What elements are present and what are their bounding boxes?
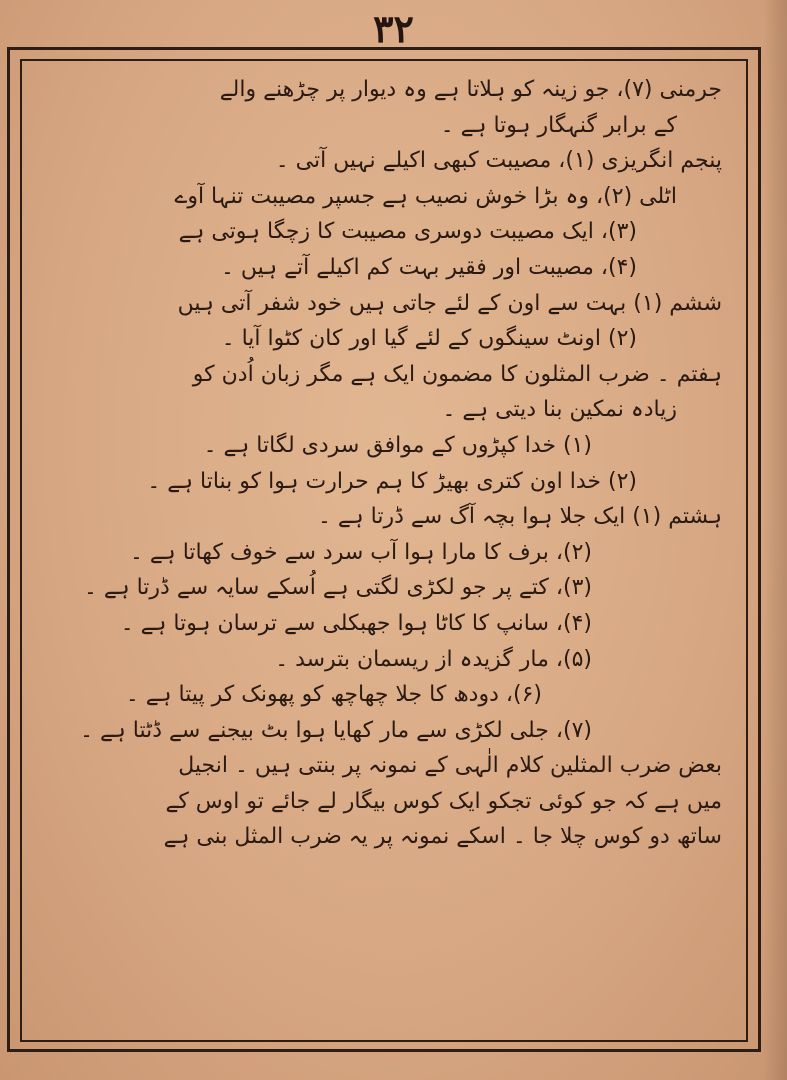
text-line: (۳)، ایک مصیبت دوسری مصیبت کا زچگا ہوتی ہے [178,219,637,245]
page-edge-shadow [763,0,787,1080]
text-line: (۴)، سانپ کا کاٹا ہوا جھبکلی سے ترسان ہوتا ہے ۔ [120,610,592,636]
text-line: (۲) خدا اون کتری بھیڑ کا ہم حرارت ہوا کو بناتا ہے ۔ [147,468,637,494]
text-line: (۲) اونٹ سینگوں کے لئے گیا اور کان کٹوا آیا ۔ [221,326,637,352]
text-line: (۳)، کتے پر جو لکڑی لگتی ہے اُسکے سایہ سے ڈرتا ہے ۔ [83,575,592,601]
text-line: (۵)، مار گزیدہ از ریسمان بترسد ۔ [275,646,592,672]
text-line: (۶)، دودھ کا جلا چھاچھ کو پھونک کر پیتا ہے ۔ [125,682,542,708]
text-line: ساتھ دو کوس چلا جا ۔ اسکے نمونہ پر یہ ضرب المثل بنی ہے [163,824,722,850]
text-line: ہفتم ۔ ضرب المثلون کا مضمون ایک ہے مگر زبان اُدن کو [192,361,722,387]
text-line: میں ہے کہ جو کوئی تجکو ایک کوس بیگار لے جائے تو اوس کے [165,788,722,814]
text-line: ششم (۱) بہت سے اون کے لئے جاتی ہیں خود شفر آتی ہیں [177,290,722,316]
text-line: زیادہ نمکین بنا دیتی ہے ۔ [442,397,677,423]
text-line: بعض ضرب المثلین کلام الٰہی کے نمونہ پر بنتی ہیں ۔ انجیل [178,753,722,779]
text-line: ہشتم (۱) ایک جلا ہوا بچہ آگ سے ڈرتا ہے ۔ [317,504,722,530]
text-line: (۱) خدا کپڑوں کے موافق سردی لگاتا ہے ۔ [203,432,592,458]
text-line: اٹلی (۲)، وہ بڑا خوش نصیب ہے جسپر مصیبت تنہا آوے [174,183,677,209]
text-line: (۴)، مصیبت اور فقیر بہت کم اکیلے آتے ہیں ۔ [221,254,637,280]
text-body [20,72,732,855]
text-line: کے برابر گنہگار ہوتا ہے ۔ [440,112,677,138]
text-line: (۲)، برف کا مارا ہوا آب سرد سے خوف کھاتا ہے ۔ [130,539,592,565]
text-line: (۷)، جلی لکڑی سے مار کھایا ہوا بٹ بیجنے سے ڈٹتا ہے ۔ [80,717,592,743]
page-number: ۳۲ [373,6,414,51]
text-line: جرمنی (۷)، جو زینہ کو ہلاتا ہے وہ دیوار پر چڑھنے والے [219,77,722,102]
text-line: پنجم انگریزی (۱)، مصیبت کبھی اکیلے نہیں آتی ۔ [275,148,722,174]
